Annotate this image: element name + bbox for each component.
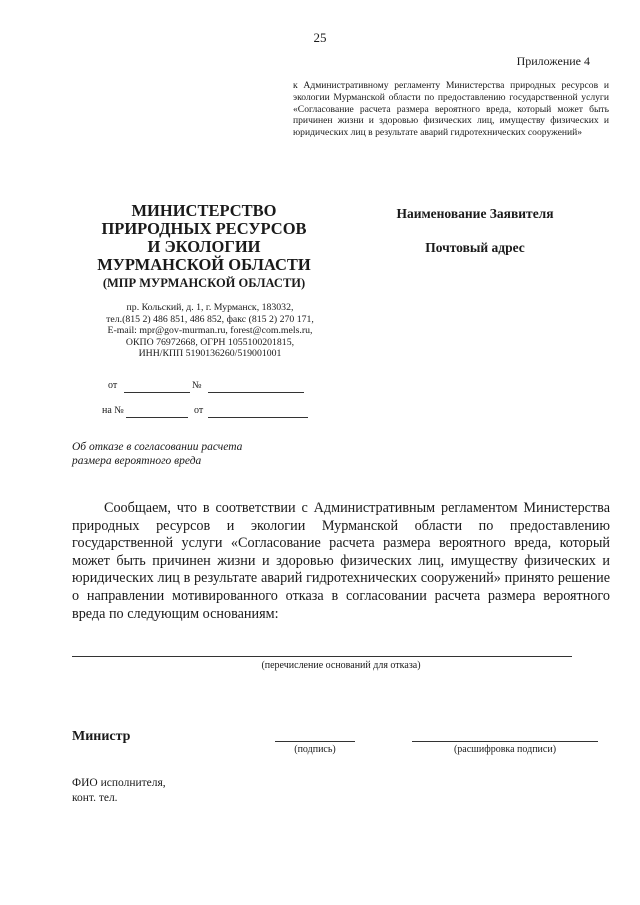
- subject-line: размера вероятного вреда: [72, 455, 202, 467]
- ministry-header: [88, 202, 320, 292]
- signature-line[interactable]: [275, 741, 355, 742]
- ministry-name-line: И ЭКОЛОГИИ: [147, 237, 261, 256]
- ministry-phones: тел.(815 2) 486 851, 486 852, факс (815 2) 270 171,: [106, 313, 314, 325]
- applicant-name-label: Наименование Заявителя: [396, 206, 554, 221]
- ministry-name-line: МУРМАНСКОЙ ОБЛАСТИ: [97, 255, 311, 274]
- ministry-email: E-mail: mpr@gov-murman.ru, forest@com.mels.ru,: [107, 325, 313, 336]
- ministry-inn: ИНН/КПП 5190136260/519001001: [138, 348, 282, 359]
- ministry-okpo: ОКПО 76972668, ОГРН 1055100201815,: [125, 336, 295, 348]
- appendix-label: Приложение 4: [516, 54, 590, 68]
- minister-label: Министр: [72, 729, 131, 744]
- ministry-name-line: ПРИРОДНЫХ РЕСУРСОВ: [101, 219, 307, 238]
- ministry-address: пр. Кольский, д. 1, г. Мурманск, 183032,: [126, 302, 294, 313]
- reg-on-date-line[interactable]: [208, 417, 308, 418]
- subject-line: Об отказе в согласовании расчета: [72, 441, 243, 453]
- executor-name-label: ФИО исполнителя,: [72, 777, 166, 789]
- signature-decoding-line[interactable]: [412, 741, 598, 742]
- ministry-details: [72, 302, 348, 360]
- reg-date-line[interactable]: [124, 392, 190, 393]
- letter-subject: [72, 440, 242, 468]
- executor-info: [72, 776, 166, 806]
- reg-on-number-label: на №: [102, 405, 124, 416]
- signature-caption: (подпись): [294, 744, 336, 755]
- reg-number-line[interactable]: [208, 392, 304, 393]
- page-number: 25: [313, 30, 327, 45]
- letter-body: Сообщаем, что в соответствии с Административным регламентом Министерства природных ресурсов и экологии Мурманской области по предоставлению государственной услуги «Согласование расчета размера вероятного вреда, который может быть причинен жизни и здоровью физических лиц, имуществу физических и юридических лиц в результате аварий гидротехнических сооружений» принято решение о направлении мотивированного отказа в согласовании расчета размера вероятного вреда по следующим основаниям:: [72, 500, 610, 622]
- postal-address-label: Почтовый адрес: [425, 240, 525, 255]
- ministry-name-line: МИНИСТЕРСТВО: [131, 201, 277, 220]
- ministry-short-name: (МПР МУРМАНСКОЙ ОБЛАСТИ): [102, 276, 306, 290]
- signature-decoding-caption: (расшифровка подписи): [453, 744, 557, 755]
- reg-from-label: от: [108, 380, 118, 391]
- executor-phone-label: конт. тел.: [72, 792, 118, 804]
- reasons-caption: (перечисление оснований для отказа): [261, 660, 421, 671]
- reg-on-number-line[interactable]: [126, 417, 188, 418]
- reasons-line[interactable]: [72, 656, 572, 657]
- appendix-reference-text: к Административному регламенту Министерства природных ресурсов и экологии Мурманской области по предоставлению государственной услуги «Согласование расчета размера вероятного вреда, который может быть причинен жизни и здоровью физических лиц, имуществу физических и юридических лиц в результате аварий гидротехнических сооружений»: [293, 80, 609, 139]
- reg-number-label: №: [192, 380, 202, 391]
- reg-from-label-2: от: [194, 405, 204, 416]
